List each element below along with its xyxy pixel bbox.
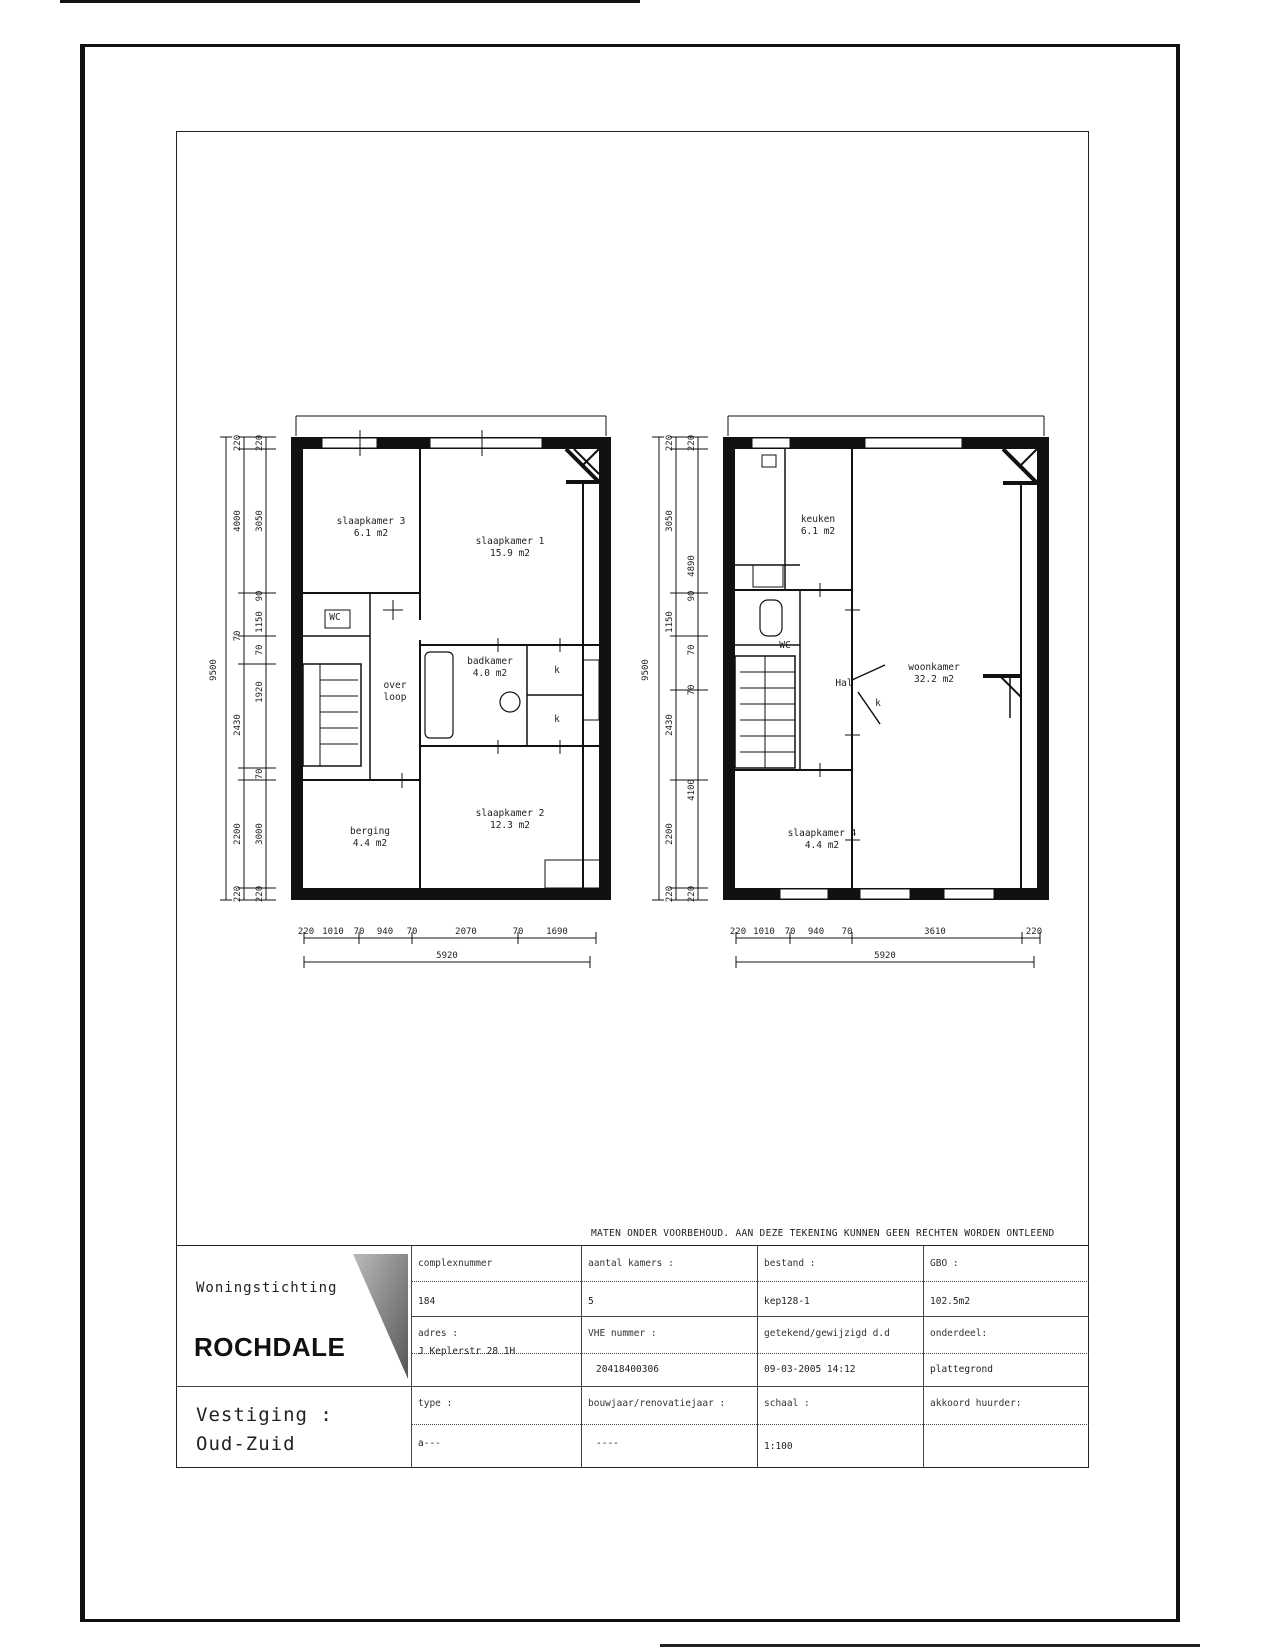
dim-ground-outer-2: 90 xyxy=(687,590,697,602)
room-label-slaapkamer-3: slaapkamer 3 xyxy=(336,516,406,527)
vestiging-label: Vestiging : xyxy=(196,1404,333,1426)
dim-upper-bottom-6: 70 xyxy=(512,927,524,937)
title-block xyxy=(176,1245,1089,1468)
bouwjaar-value: ---- xyxy=(596,1438,619,1449)
dim-ground-bottom-0: 220 xyxy=(729,927,747,937)
brand-logo-text: ROCHDALE xyxy=(194,1332,346,1362)
dim-upper-outer-1: 3050 xyxy=(255,510,265,532)
dim-upper-bottom-2: 70 xyxy=(353,927,365,937)
dim-upper-mid-0: 220 xyxy=(233,434,243,452)
room-label-kast-1: k xyxy=(554,665,560,676)
dim-ground-mid-4: 220 xyxy=(665,885,675,903)
dim-ground-bottom-4: 70 xyxy=(841,927,853,937)
dim-ground-bottom-6: 220 xyxy=(1025,927,1043,937)
gbo-label: GBO : xyxy=(930,1258,959,1269)
room-area-keuken: 6.1 m2 xyxy=(800,526,836,537)
room-label-wc-ground: WC xyxy=(779,640,791,651)
complexnummer-value: 184 xyxy=(418,1296,436,1307)
akkoord-huurder-label: akkoord huurder: xyxy=(930,1398,1022,1409)
adres-label: adres : xyxy=(418,1328,459,1339)
dim-upper-outer-7: 2200 xyxy=(233,823,243,845)
dim-upper-outer-8: 220 xyxy=(255,885,265,903)
dim-ground-total-horizontal: 5920 xyxy=(874,951,896,961)
dim-ground-mid-1: 4890 xyxy=(687,555,697,577)
schaal-value: 1:100 xyxy=(764,1441,793,1452)
brand-triangle-icon xyxy=(353,1254,408,1379)
dim-ground-mid-3: 4100 xyxy=(687,779,697,801)
dim-ground-outer-3: 1150 xyxy=(665,611,675,633)
onderdeel-label: onderdeel: xyxy=(930,1328,988,1339)
vhe-nummer-value: 20418400306 xyxy=(596,1364,659,1375)
room-area-berging: 4.4 m2 xyxy=(352,838,388,849)
getekend-value: 09-03-2005 14:12 xyxy=(764,1364,856,1375)
dim-upper-bottom-3: 940 xyxy=(376,927,394,937)
room-label-woonkamer: woonkamer xyxy=(908,662,960,673)
dim-ground-outer-7: 220 xyxy=(687,885,697,903)
vhe-nummer-label: VHE nummer : xyxy=(588,1328,657,1339)
disclaimer: MATEN ONDER VOORBEHOUD. AAN DEZE TEKENING KUNNEN GEEN RECHTEN WORDEN ONTLEEND xyxy=(591,1228,1055,1239)
dim-upper-mid-1: 4000 xyxy=(233,510,243,532)
ground-floor-plan xyxy=(652,416,1049,968)
room-label-overloop: over xyxy=(383,680,407,691)
room-label-keuken: keuken xyxy=(800,514,836,525)
dim-upper-outer-2: 90 xyxy=(255,590,265,602)
room-label-kast-ground: k xyxy=(875,698,881,709)
room-area-slaapkamer-2: 12.3 m2 xyxy=(489,820,531,831)
room-area-slaapkamer-3: 6.1 m2 xyxy=(353,528,389,539)
dim-ground-bottom-5: 3610 xyxy=(924,927,946,937)
dim-upper-outer-4: 70 xyxy=(255,644,265,656)
dim-upper-bottom-0: 220 xyxy=(297,927,315,937)
aantal-kamers-value: 5 xyxy=(588,1296,594,1307)
vestiging-value: Oud-Zuid xyxy=(196,1433,296,1455)
dim-upper-total-horizontal: 5920 xyxy=(436,951,458,961)
complexnummer-label: complexnummer xyxy=(418,1258,493,1269)
dim-ground-outer-5: 70 xyxy=(687,684,697,696)
room-label-berging: berging xyxy=(349,826,391,837)
onderdeel-value: plattegrond xyxy=(930,1364,993,1375)
room-label-overloop-2: loop xyxy=(383,692,407,703)
dim-ground-bottom-1: 1010 xyxy=(753,927,775,937)
room-label-slaapkamer-2: slaapkamer 2 xyxy=(475,808,545,819)
room-label-kast-2: k xyxy=(554,714,560,725)
dim-upper-mid-5: 220 xyxy=(233,885,243,903)
schaal-label: schaal : xyxy=(764,1398,810,1409)
bestand-label: bestand : xyxy=(764,1258,816,1269)
dim-upper-mid-3: 2430 xyxy=(233,714,243,736)
bouwjaar-label: bouwjaar/renovatiejaar : xyxy=(588,1398,726,1409)
dim-ground-total-vertical: 9500 xyxy=(641,659,651,681)
gbo-value: 102.5m2 xyxy=(930,1296,971,1307)
upper-floor-plan xyxy=(220,416,611,968)
dim-ground-outer-4: 70 xyxy=(687,644,697,656)
dim-upper-outer-5: 1920 xyxy=(255,681,265,703)
dim-upper-bottom-5: 2070 xyxy=(455,927,477,937)
room-label-wc-upper: WC xyxy=(329,612,341,623)
dim-upper-mid-4: 3000 xyxy=(255,823,265,845)
dim-upper-outer-0: 220 xyxy=(255,434,265,452)
room-label-hal: Hal xyxy=(835,678,853,689)
room-label-slaapkamer-4: slaapkamer 4 xyxy=(787,828,857,839)
adres-value: J Keplerstr 28 1H xyxy=(418,1346,516,1357)
dim-ground-bottom-3: 940 xyxy=(807,927,825,937)
room-label-badkamer: badkamer xyxy=(467,656,513,667)
dim-ground-outer-1: 3050 xyxy=(665,510,675,532)
type-label: type : xyxy=(418,1398,453,1409)
dim-ground-mid-2: 2430 xyxy=(665,714,675,736)
bestand-value: kep128-1 xyxy=(764,1296,810,1307)
dim-ground-outer-6: 2200 xyxy=(665,823,675,845)
dim-upper-outer-3: 1150 xyxy=(255,611,265,633)
aantal-kamers-label: aantal kamers : xyxy=(588,1258,674,1269)
organisation-name: Woningstichting xyxy=(196,1280,338,1296)
type-value: a--- xyxy=(418,1438,441,1449)
room-area-slaapkamer-4: 4.4 m2 xyxy=(804,840,840,851)
dim-ground-outer-0: 220 xyxy=(687,434,697,452)
dim-upper-bottom-1: 1010 xyxy=(322,927,344,937)
room-area-woonkamer: 32.2 m2 xyxy=(913,674,955,685)
room-label-slaapkamer-1: slaapkamer 1 xyxy=(475,536,545,547)
dim-upper-bottom-7: 1690 xyxy=(546,927,568,937)
dim-upper-outer-6: 70 xyxy=(255,768,265,780)
dim-upper-total-vertical: 9500 xyxy=(209,659,219,681)
dim-upper-bottom-4: 70 xyxy=(406,927,418,937)
getekend-label: getekend/gewijzigd d.d xyxy=(764,1328,890,1339)
dim-upper-mid-2: 70 xyxy=(233,630,243,642)
dim-ground-mid-0: 220 xyxy=(665,434,675,452)
room-area-badkamer: 4.0 m2 xyxy=(472,668,508,679)
room-area-slaapkamer-1: 15.9 m2 xyxy=(489,548,531,559)
dim-ground-bottom-2: 70 xyxy=(784,927,796,937)
